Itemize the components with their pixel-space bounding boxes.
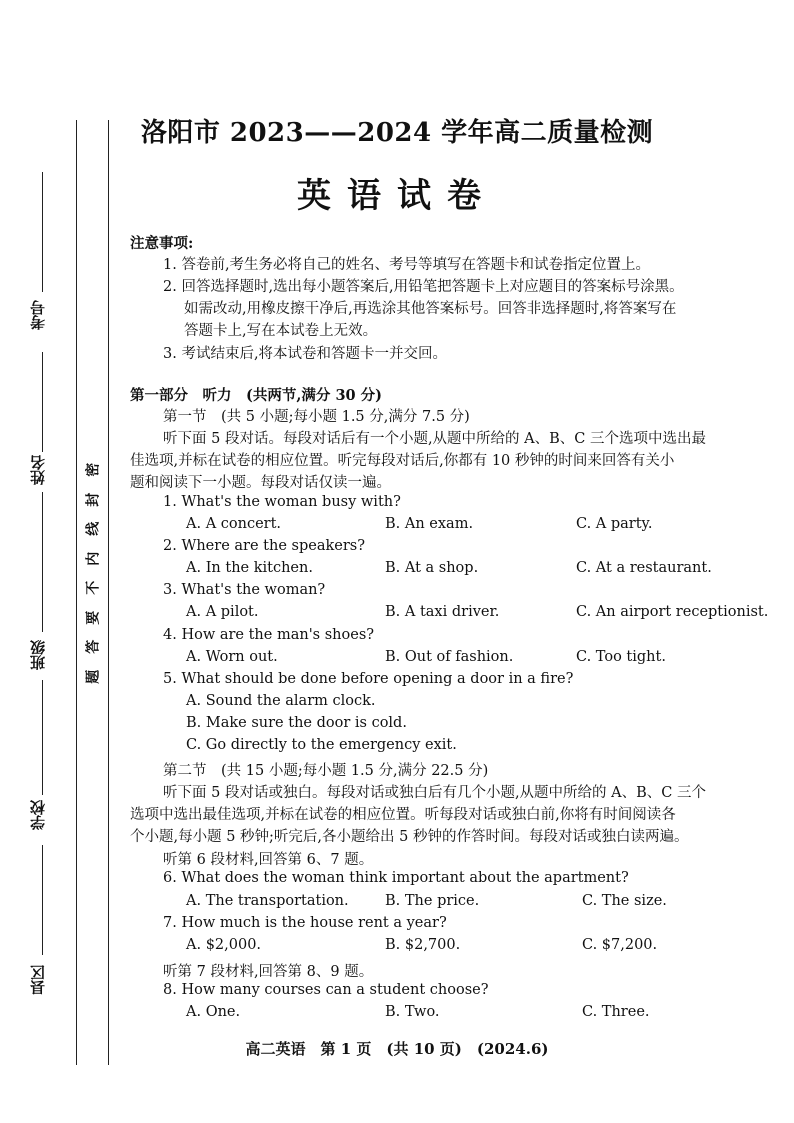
page-footer: 高二英语 第 1 页 (共 10 页) (2024.6) <box>245 1040 549 1058</box>
question-stem: 4. How are the man's shoes? <box>163 627 375 643</box>
option-b[interactable]: B. At a shop. <box>385 560 479 576</box>
question-stem: 8. How many courses can a student choose? <box>163 982 489 998</box>
section1-heading: 第一节 (共 5 小题;每小题 1.5 分,满分 7.5 分) <box>163 409 470 425</box>
option-c[interactable]: C. $7,200. <box>582 937 658 953</box>
question-stem: 5. What should be done before opening a door in a fire? <box>163 671 574 687</box>
section2-instructions: 听下面 5 段对话或独白。每段对话或独白后有几个小题,从题中所给的 A、B、C 三个 <box>163 785 706 801</box>
note-item: 如需改动,用橡皮擦干净后,再选涂其他答案标号。回答非选择题时,将答案写在 <box>184 301 677 317</box>
section2-instructions: 选项中选出最佳选项,并标在试卷的相应位置。听每段对话或独白前,你将有时间阅读各 <box>130 807 676 823</box>
option-b[interactable]: B. Two. <box>385 1004 440 1020</box>
school-label: 学校 <box>29 800 47 830</box>
option-a[interactable]: A. $2,000. <box>186 937 262 953</box>
option-a[interactable]: A. The transportation. <box>186 893 349 909</box>
option-a[interactable]: A. A concert. <box>186 516 282 532</box>
question-stem: 7. How much is the house rent a year? <box>163 915 447 931</box>
option-a[interactable]: A. Sound the alarm clock. <box>186 693 376 709</box>
material-note: 听第 6 段材料,回答第 6、7 题。 <box>163 852 374 868</box>
seal-char: 密 <box>85 462 102 477</box>
exam-title: 洛阳市 2023——2024 学年高二质量检测 <box>140 118 654 148</box>
name-line[interactable] <box>42 352 43 452</box>
option-a[interactable]: A. Worn out. <box>186 649 278 665</box>
seal-char: 不 <box>85 580 102 595</box>
section1-instructions: 佳选项,并标在试卷的相应位置。听完每段对话后,你都有 10 秒钟的时间来回答有关小 <box>130 453 675 469</box>
option-c[interactable]: C. A party. <box>576 516 653 532</box>
school-line[interactable] <box>42 680 43 795</box>
question-stem: 3. What's the woman? <box>163 582 326 598</box>
seal-warning <box>84 455 104 691</box>
section1-instructions: 听下面 5 段对话。每段对话后有一个小题,从题中所给的 A、B、C 三个选项中选出最 <box>163 431 706 447</box>
exam-number-label: 考号 <box>29 300 47 330</box>
class-line[interactable] <box>42 492 43 632</box>
class-label: 班级 <box>29 640 47 670</box>
option-b[interactable]: B. $2,700. <box>385 937 461 953</box>
part1-heading: 第一部分 听力 (共两节,满分 30 分) <box>130 387 383 404</box>
note-item: 1. 答卷前,考生务必将自己的姓名、考号等填写在答题卡和试卷指定位置上。 <box>163 257 651 273</box>
seal-char: 要 <box>85 610 102 625</box>
exam-subject: 英语试卷 <box>297 176 497 216</box>
option-c[interactable]: C. Three. <box>582 1004 650 1020</box>
option-b[interactable]: B. A taxi driver. <box>385 604 500 620</box>
option-c[interactable]: C. Go directly to the emergency exit. <box>186 737 457 753</box>
option-b[interactable]: B. An exam. <box>385 516 474 532</box>
material-note: 听第 7 段材料,回答第 8、9 题。 <box>163 964 374 980</box>
question-stem: 6. What does the woman think important about the apartment? <box>163 870 629 886</box>
margin-divider-outer <box>76 120 77 1065</box>
option-a[interactable]: A. One. <box>186 1004 241 1020</box>
option-b[interactable]: B. Out of fashion. <box>385 649 514 665</box>
section1-instructions: 题和阅读下一小题。每段对话仅读一遍。 <box>130 475 391 491</box>
option-c[interactable]: C. The size. <box>582 893 667 909</box>
district-line[interactable] <box>42 845 43 955</box>
option-a[interactable]: A. In the kitchen. <box>186 560 313 576</box>
question-stem: 1. What's the woman busy with? <box>163 494 401 510</box>
name-label: 姓名 <box>29 455 47 485</box>
note-item: 3. 考试结束后,将本试卷和答题卡一并交回。 <box>163 346 448 362</box>
seal-char: 内 <box>85 551 102 566</box>
option-b[interactable]: B. The price. <box>385 893 480 909</box>
option-c[interactable]: C. At a restaurant. <box>576 560 712 576</box>
option-c[interactable]: C. An airport receptionist. <box>576 604 769 620</box>
notes-heading: 注意事项: <box>130 235 194 252</box>
district-label: 县区 <box>29 965 47 995</box>
seal-char: 线 <box>85 521 102 536</box>
option-a[interactable]: A. A pilot. <box>186 604 259 620</box>
note-item: 答题卡上,写在本试卷上无效。 <box>184 323 378 339</box>
note-item: 2. 回答选择题时,选出每小题答案后,用铅笔把答题卡上对应题目的答案标号涂黑。 <box>163 279 684 295</box>
seal-char: 题 <box>85 669 102 684</box>
section2-heading: 第二节 (共 15 小题;每小题 1.5 分,满分 22.5 分) <box>163 763 489 779</box>
seal-char: 封 <box>85 492 102 507</box>
seal-char: 答 <box>85 639 102 654</box>
option-c[interactable]: C. Too tight. <box>576 649 666 665</box>
option-b[interactable]: B. Make sure the door is cold. <box>186 715 407 731</box>
question-stem: 2. Where are the speakers? <box>163 538 365 554</box>
section2-instructions: 个小题,每小题 5 秒钟;听完后,各小题给出 5 秒钟的作答时间。每段对话或独白读两遍。 <box>130 829 689 845</box>
